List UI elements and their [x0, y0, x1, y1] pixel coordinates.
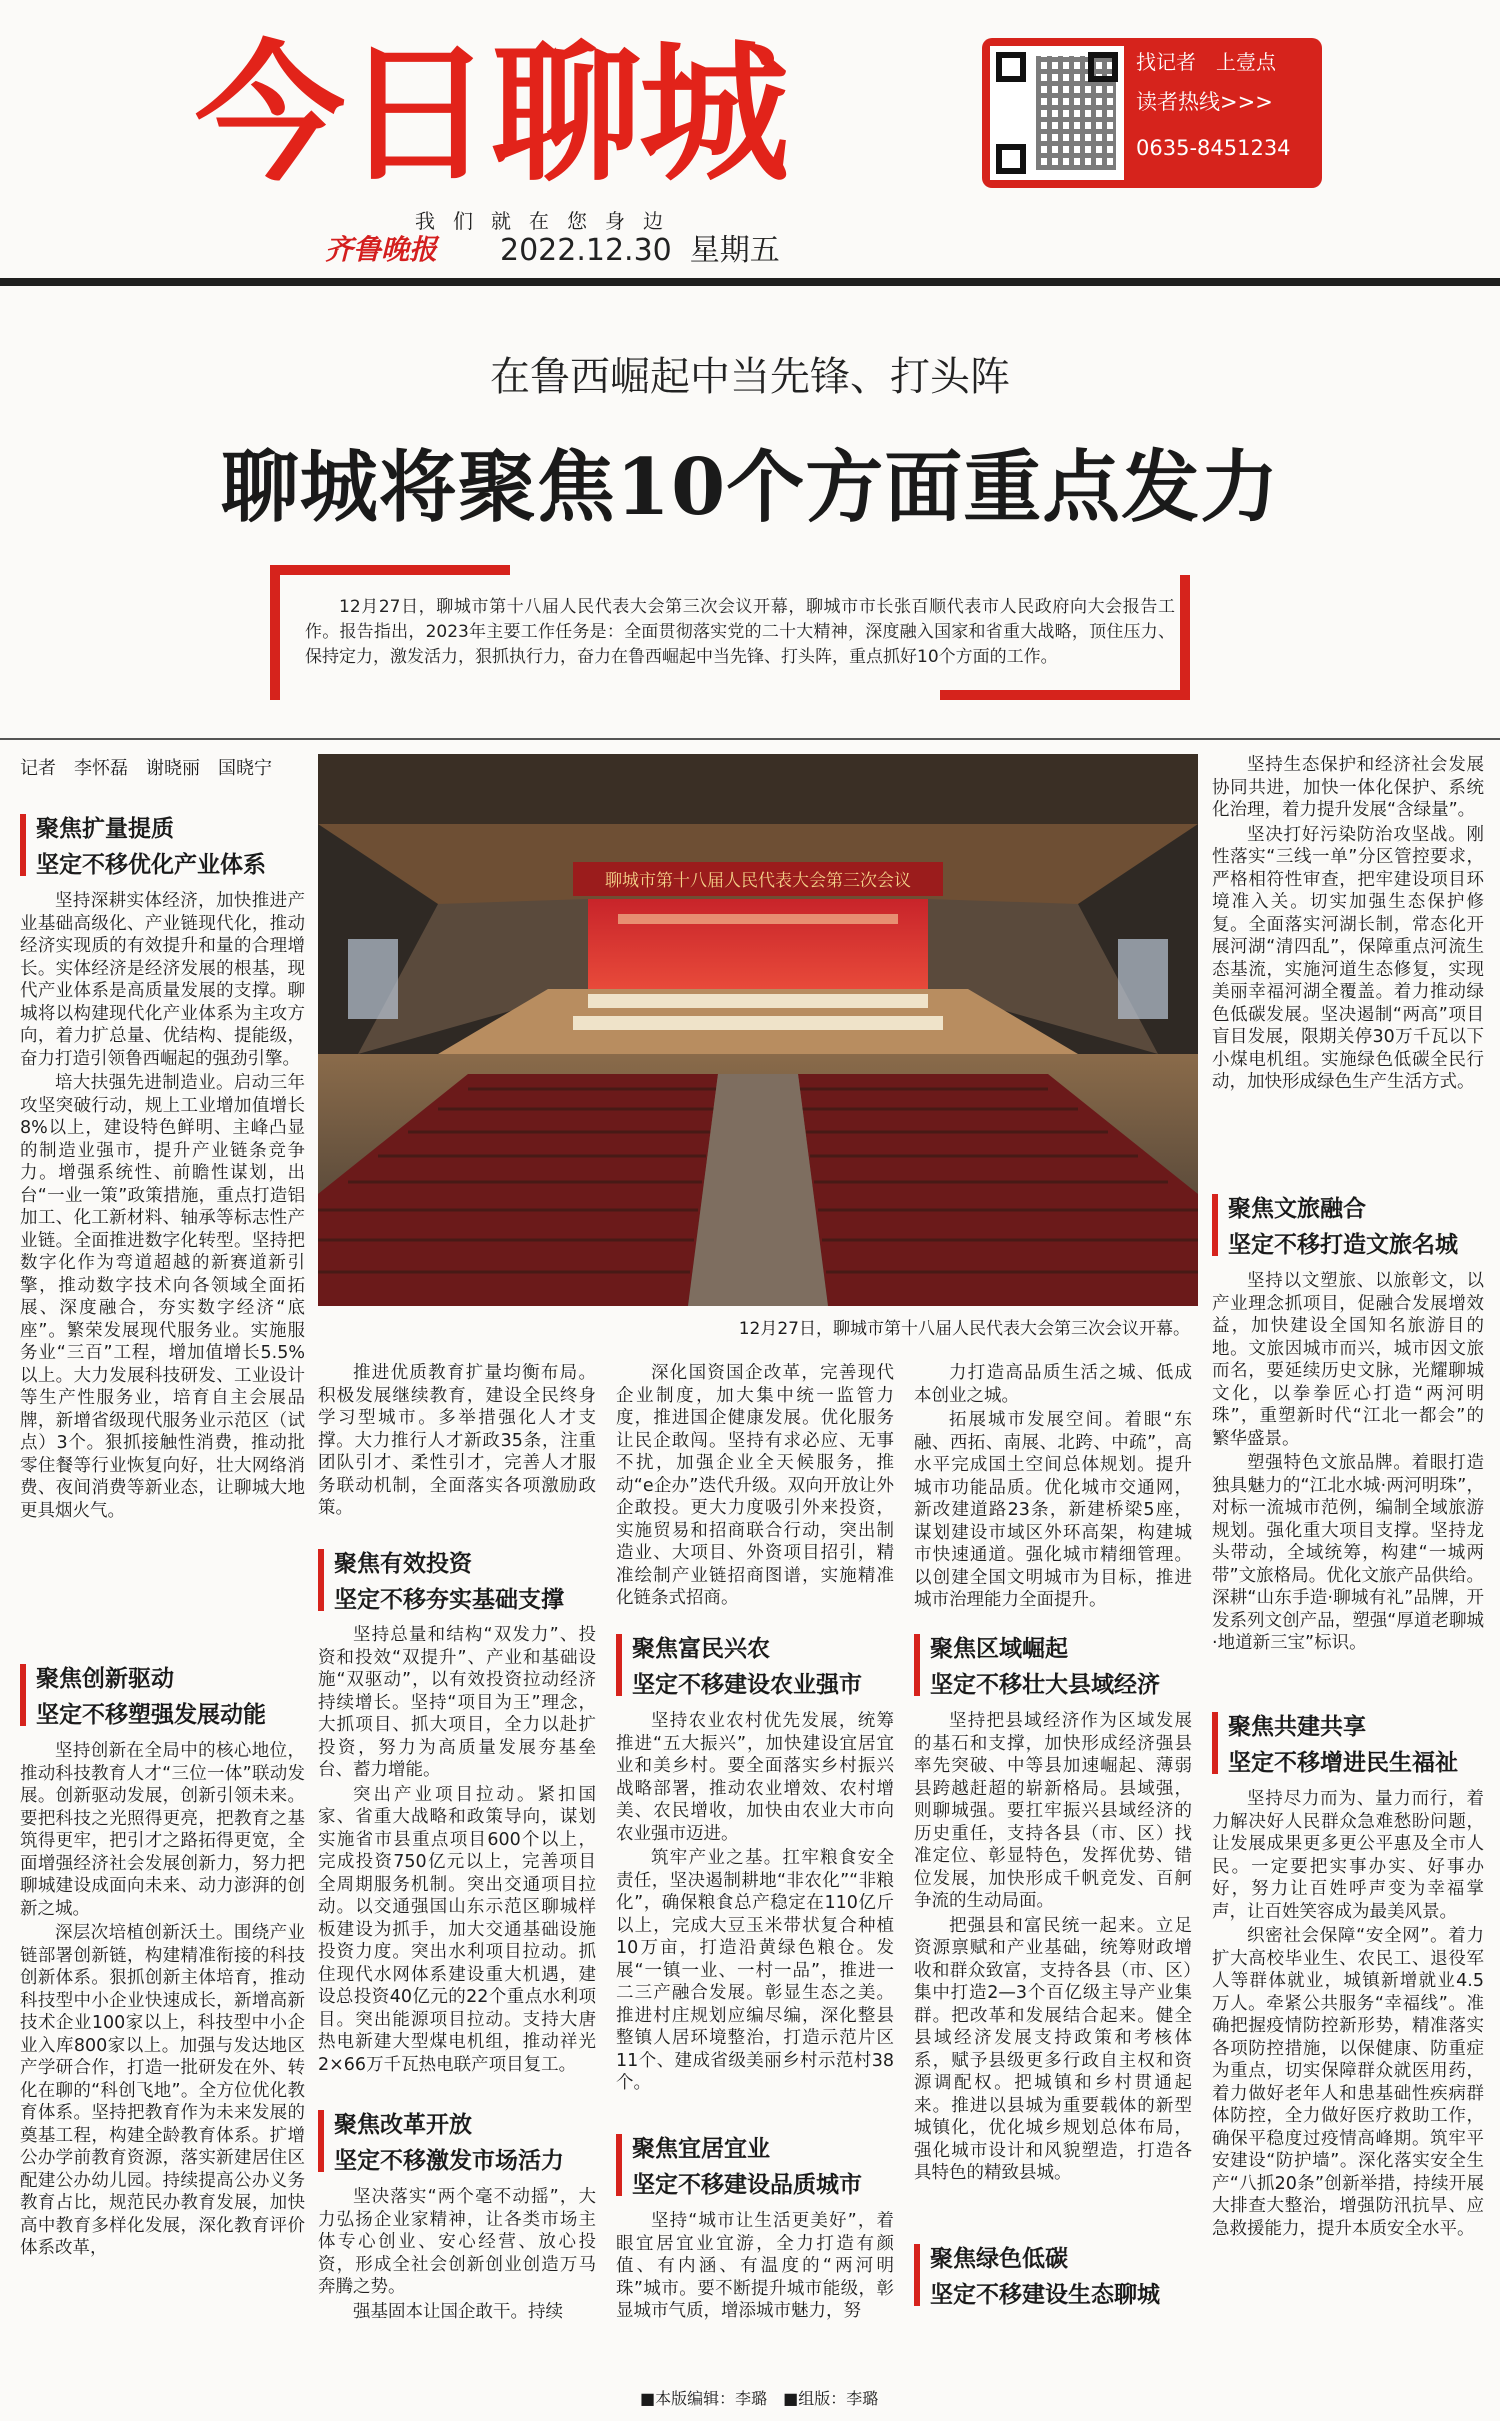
- section-subtitle: 坚定不移优化产业体系: [36, 852, 266, 878]
- article-kicker: 在鲁西崛起中当先锋、打头阵: [490, 354, 1010, 400]
- paragraph: 塑强特色文旅品牌。着眼打造独具魅力的“江北水城·两河明珠”，对标一流城市范例，编制全域旅游规划。强化重大项目支撑。坚持龙头带动，全域统筹，构建“一城两带”文旅格局。优化文旅产品供给。深耕“山东手造·聊城有礼”品牌，开发系列文创产品，塑强“厚道老聊城·地道新三宝”标识。: [1212, 1453, 1484, 1653]
- section-title: 聚焦共建共享: [1228, 1714, 1366, 1740]
- qr-line-phone: 0635-8451234: [1136, 136, 1291, 160]
- section-title: 聚焦创新驱动: [36, 1666, 174, 1692]
- section-title: 聚焦区域崛起: [930, 1636, 1068, 1662]
- section-subtitle: 坚定不移建设生态聊城: [930, 2282, 1160, 2308]
- summary-frame-bottom: [940, 690, 1190, 700]
- session-photo: [318, 754, 1198, 1306]
- paragraph: 筑牢产业之基。扛牢粮食安全责任，坚决遏制耕地“非农化”“非粮化”，确保粮食总产稳定在110亿斤以上，完成大豆玉米带状复合种植10万亩，打造沿黄绿色粮仓。发展“一镇一业、一村一品”，推进一二三产融合发展。彰显生态之美。推进村庄规划应编尽编，深化整县整镇人居环境整治，打造示范片区11个、建成省级美丽乡村示范村38个。: [616, 1848, 894, 2093]
- column-text: [318, 2186, 596, 2325]
- section-title: 聚焦扩量提质: [36, 816, 174, 842]
- column-text: [20, 890, 305, 1524]
- paragraph: 坚持总量和结构“双发力”、投资和投效“双提升”、产业和基础设施“双驱动”，以有效投资拉动经济持续增长。坚持“项目为王”理念，大抓项目、抓大项目，全力以赴扩投资，努力为高质量发展夯基垒台、蓄力增能。: [318, 1625, 596, 1780]
- masthead-rule: [0, 278, 1500, 286]
- byline: 记者 李怀磊 谢晓丽 国晓宁: [20, 758, 272, 779]
- section-subtitle: 坚定不移激发市场活力: [334, 2148, 564, 2174]
- qr-line-reporter: 找记者 上壹点: [1136, 50, 1276, 74]
- column-text: [616, 2210, 894, 2325]
- paragraph: 坚持深耕实体经济，加快推进产业基础高级化、产业链现代化，推动经济实现质的有效提升和量的合理增长。实体经济是经济发展的根基，现代产业体系是高质量发展的支撑。聊城将以构建现代化产业体系为主攻方向，着力扩总量、优结构、提能级，奋力打造引领鲁西崛起的强劲引擎。: [20, 891, 305, 1069]
- article-headline: 聊城将聚焦10个方面重点发力: [220, 442, 1280, 533]
- column-text: [318, 1362, 596, 1522]
- column-text: [914, 1362, 1192, 1614]
- qr-line-hotline-label: 读者热线>>>: [1136, 90, 1273, 114]
- paragraph: 推进优质教育扩量均衡布局。积极发展继续教育，建设全民终身学习型城市。多举措强化人才支撑。大力推行人才新政35条，注重团队引才、柔性引才，完善人才服务联动机制，全面落实各项激励政策。: [318, 1363, 596, 1518]
- paragraph: 坚持“城市让生活更美好”，着眼宜居宜业宜游，全力打造有颜值、有内涵、有温度的“两河明珠”城市。要不断提升城市能级，彰显城市气质，增添城市魅力，努: [616, 2211, 894, 2321]
- paragraph: 坚持生态保护和经济社会发展协同共进，加快一体化保护、系统化治理，着力提升发展“含绿量”。: [1212, 755, 1484, 820]
- section-title: 聚焦富民兴农: [632, 1636, 770, 1662]
- paragraph: 坚持创新在全局中的核心地位，推动科技教育人才“三位一体”联动发展。创新驱动发展，创新引领未来。要把科技之光照得更亮，把教育之基筑得更牢，把引才之路拓得更宽，全面增强经济社会发展创新力，努力把聊城建设成面向未来、动力澎湃的创新之城。: [20, 1741, 305, 1919]
- summary-frame-top: [270, 565, 510, 575]
- page-credits: ■本版编辑：李璐 ■组版：李璐: [640, 2389, 879, 2408]
- section-subtitle: 坚定不移建设农业强市: [632, 1672, 862, 1698]
- column-text: [616, 1710, 894, 2097]
- section-subtitle: 坚定不移打造文旅名城: [1228, 1232, 1458, 1258]
- column-text: [318, 1624, 596, 2078]
- column-text: [914, 1710, 1192, 2187]
- column-text: [1212, 1270, 1484, 1657]
- section-title: 聚焦改革开放: [334, 2112, 472, 2138]
- paragraph: 织密社会保障“安全网”。着力扩大高校毕业生、农民工、退役军人等群体就业，城镇新增就业4.5万人。牵紧公共服务“幸福线”。准确把握疫情防控新形势，精准落实各项防控措施，以保健康、防重症为重点，切实保障群众就医用药，着力做好老年人和患基础性疾病群体防控，全力做好医疗救助工作，确保平稳度过疫情高峰期。筑牢平安建设“防护墙”。深化落实安全生产“八抓20条”创新举措，持续开展大排查大整治，增强防汛抗旱、应急救援能力，提升本质安全水平。: [1212, 1926, 1484, 2239]
- section-subtitle: 坚定不移增进民生福祉: [1228, 1750, 1458, 1776]
- paragraph: 坚持农业农村优先发展，统筹推进“五大振兴”，加快建设宜居宜业和美乡村。要全面落实乡村振兴战略部署，推动农业增效、农村增美、农民增收，加快由农业大市向农业强市迈进。: [616, 1711, 894, 1844]
- paragraph: 强基固本让国企敢干。持续: [353, 2301, 563, 2322]
- paragraph: 深层次培植创新沃土。围绕产业链部署创新链，构建精准衔接的科技创新体系。狠抓创新主体培育，推动科技型中小企业快速成长，新增高新技术企业100家以上，科技型中小企业入库800家以上。加强与发达地区产学研合作，打造一批研发在外、转化在聊的“科创飞地”。全方位优化教育体系。坚持把教育作为未来发展的奠基工程，构建全龄教育体系。扩增公办学前教育资源，落实新建居住区配建公办幼儿园。持续提高公办义务教育占比，规范民办教育发展，加快高中教育多样化发展，深化教育评价体系改革，: [20, 1923, 305, 2258]
- issue-date: [500, 225, 798, 269]
- paragraph: 深化国资国企改革，完善现代企业制度，加大集中统一监管力度，推进国企健康发展。优化服务让民企敢闯。坚持有求必应、无事不扰，加强企业全天候服务，推动“e企办”迭代升级。双向开放让外企敢投。更大力度吸引外来投资，实施贸易和招商联合行动，突出制造业、大项目、外资项目招引，精准绘制产业链招商图谱，实施精准化链条式招商。: [616, 1363, 894, 1608]
- paragraph: 拓展城市发展空间。着眼“东融、西拓、南展、北跨、中疏”，高水平完成国土空间总体规划。提升城市功能品质。优化城市交通网，新改建道路23条，新建桥梁5座，谋划建设市域区外环高架，构建城市快速通道。强化城市精细管理。以创建全国文明城市为目标，推进城市治理能力全面提升。: [914, 1410, 1192, 1610]
- photo-caption: 12月27日，聊城市第十八届人民代表大会第三次会议开幕。: [738, 1319, 1190, 1339]
- qr-code-icon: [990, 46, 1124, 180]
- issue-weekday: 星期五: [689, 233, 780, 268]
- paragraph: 把强县和富民统一起来。立足资源禀赋和产业基础，统筹财政增收和群众致富，支持各县（市、区）集中打造2—3个百亿级主导产业集群。把改革和发展结合起来。健全县域经济发展支持政策和考核体系，赋予县级更多行政自主权和资源调配权。把城镇和乡村贯通起来。推进以县城为重要载体的新型城镇化，优化城乡规划总体布局，强化城市设计和风貌塑造，打造各具特色的精致县城。: [914, 1915, 1192, 2183]
- paragraph: 坚决落实“两个毫不动摇”，大力弘扬企业家精神，让各类市场主体专心创业、安心经营、放心投资，形成全社会创新创业创造万马奔腾之势。: [318, 2187, 596, 2297]
- paragraph: 坚决打好污染防治攻坚战。刚性落实“三线一单”分区管控要求，严格相符性审查，把牢建设项目环境准入关。切实加强生态保护修复。全面落实河湖长制，常态化开展河湖“清四乱”，保障重点河流生态基流，实施河道生态修复，实现美丽幸福河湖全覆盖。着力推动绿色低碳发展。坚决遏制“两高”项目盲目发展，限期关停30万千瓦以下小煤电机组。实施绿色低碳全民行动，加快形成绿色生产生活方式。: [1212, 824, 1484, 1092]
- column-text: [20, 1740, 305, 2262]
- paper-logo: 齐鲁晚报: [325, 233, 438, 266]
- section-title: 聚焦文旅融合: [1228, 1196, 1366, 1222]
- summary-frame-left: [270, 565, 280, 700]
- paragraph: 坚持以文塑旅、以旅彰文，以产业理念抓项目，促融合发展增效益，加快建设全国知名旅游目的地。文旅因城市而兴，城市因文旅而名，要延续历史文脉，光耀聊城文化，以拳拳匠心打造“两河明珠”，重塑新时代“江北一都会”的繁华盛景。: [1212, 1271, 1484, 1449]
- masthead-title: 今日聊城: [195, 28, 788, 202]
- section-subtitle: 坚定不移建设品质城市: [632, 2172, 862, 2198]
- column-text: [1212, 1788, 1484, 2242]
- article-summary: 12月27日，聊城市第十八届人民代表大会第三次会议开幕，聊城市市长张百顺代表市人民政府向大会报告工作。报告指出，2023年主要工作任务是：全面贯彻落实党的二十大精神，深度融入国家和省重大战略，顶住压力、保持定力，激发活力，狠抓执行力，奋力在鲁西崛起中当先锋、打头阵，重点抓好10个方面的工作。: [305, 597, 1175, 667]
- headline-divider: [0, 738, 1500, 740]
- photo-banner-text: 聊城市第十八届人民代表大会第三次会议: [605, 871, 911, 891]
- column-text: [1212, 754, 1484, 1096]
- summary-frame-right: [1180, 575, 1190, 700]
- paragraph: 坚持把县域经济作为区域发展的基石和支撑，加快形成经济强县率先突破、中等县加速崛起、薄弱县跨越赶超的崭新格局。县域强，则聊城强。要扛牢振兴县域经济的历史重任，支持各县（市、区）找准定位、彰显特色，发挥优势、错位发展，加快形成千帆竞发、百舸争流的生动局面。: [914, 1711, 1192, 1911]
- section-subtitle: 坚定不移夯实基础支撑: [334, 1587, 564, 1613]
- paragraph: 培大扶强先进制造业。启动三年攻坚突破行动，规上工业增加值增长8%以上，建设特色鲜明、主峰凸显的制造业强市，提升产业链条竞争力。增强系统性、前瞻性谋划，出台“一业一策”政策措施，重点打造铝加工、化工新材料、轴承等标志性产业链。全面推进数字化转型。坚持把数字化作为弯道超越的新赛道新引擎，推动数字技术向各领域全面拓展、深度融合，夯实数字经济“底座”。繁荣发展现代服务业。实施服务业“三百”工程，增加值增长5.5%以上。大力发展科技研发、工业设计等生产性服务业，培育自主会展品牌，新增省级现代服务业示范区（试点）3个。狠抓接触性消费，推动批零住餐等行业恢复向好，壮大网络消费、夜间消费等新业态，让聊城大地更具烟火气。: [20, 1073, 305, 1521]
- paragraph: 力打造高品质生活之城、低成本创业之城。: [914, 1363, 1192, 1406]
- column-text: [616, 1362, 894, 1612]
- section-subtitle: 坚定不移塑强发展动能: [36, 1702, 266, 1728]
- paragraph: 突出产业项目拉动。紧扣国家、省重大战略和政策导向，谋划实施省市县重点项目600个以上，完成投资750亿元以上，完善项目全周期服务机制。突出交通项目拉动。以交通强国山东示范区聊城样板建设为抓手，加大交通基础设施投资力度。突出水利项目拉动。抓住现代水网体系建设重大机遇，建设总投资40亿元的22个重点水利项目。突出能源项目拉动。支持大唐热电新建大型煤电机组，推动祥光2×66万千瓦热电联产项目复工。: [318, 1784, 596, 2075]
- section-title: 聚焦宜居宜业: [632, 2136, 770, 2162]
- paragraph: 坚持尽力而为、量力而行，着力解决好人民群众急难愁盼问题，让发展成果更多更公平惠及全市人民。一定要把实事办实、好事办好，努力让百姓呼声变为幸福掌声，让百姓笑容成为最美风景。: [1212, 1789, 1484, 1922]
- masthead-slogan: 我们就在您身边: [415, 209, 681, 233]
- section-title: 聚焦有效投资: [334, 1551, 472, 1577]
- section-subtitle: 坚定不移壮大县域经济: [930, 1672, 1160, 1698]
- issue-date-value: 2022.12.30: [500, 233, 672, 268]
- section-title: 聚焦绿色低碳: [930, 2246, 1068, 2272]
